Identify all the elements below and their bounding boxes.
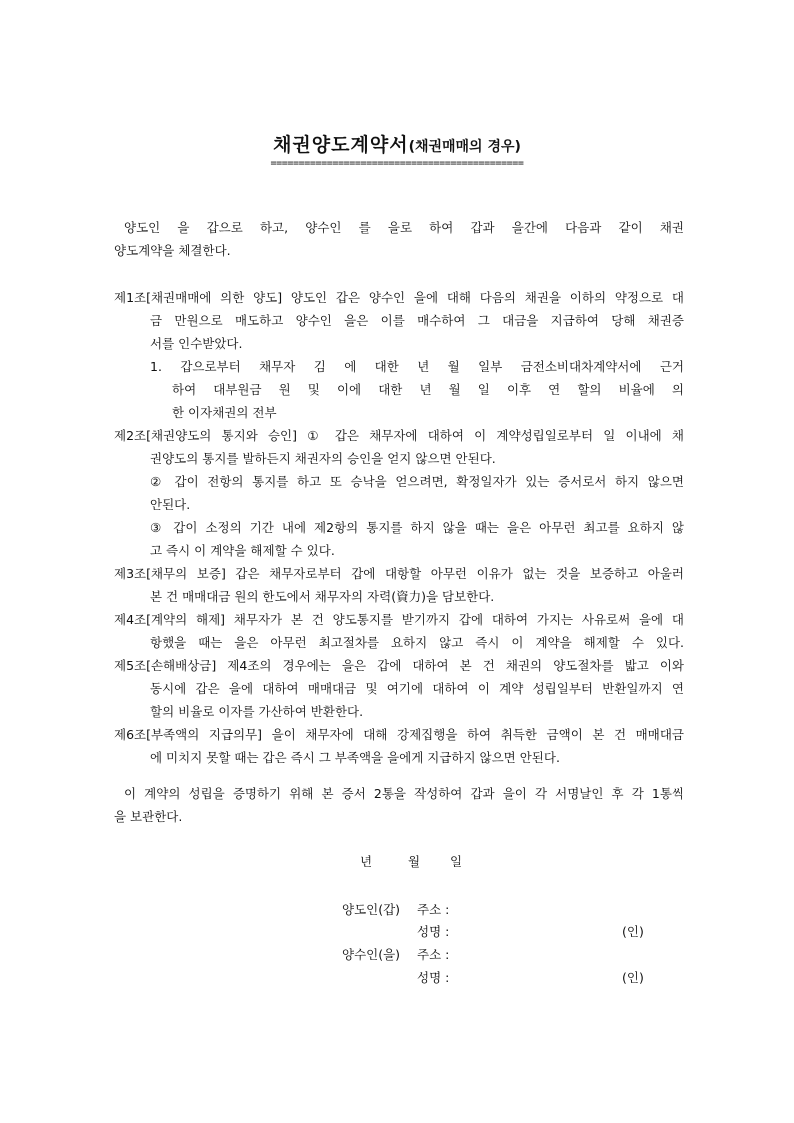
article-1-line-3: 서를 인수받았다. [150,336,243,351]
assignor-seal: (인) [622,924,644,939]
article-3-line-2: 본 건 매매대금 원의 한도에서 채무자의 자력(資力)을 담보한다. [150,589,495,604]
title-main: 채권양도계약서 [273,134,409,156]
assignor-address-label: 주소 : [417,902,450,917]
article-4-line-2: 항했을 때는 을은 아무런 최고절차를 요하지 않고 즉시 이 계약을 해제할 수 있다. [150,635,684,650]
date-year: 년 [360,854,373,869]
article-3-line-1: 제3조[채무의 보증] 갑은 채무자로부터 갑에 대항할 아무런 이유가 없는 것을 보증하고 아울러 [114,566,684,581]
intro-line-1: 양도인 을 갑으로 하고, 양수인 를 을로 하여 갑과 을간에 다음과 같이 채권 [124,220,684,235]
article-1-item-line-2: 하여 대부원금 원 및 이에 대한 년 월 일 이후 연 할의 비율에 의 [172,382,684,397]
article-1-item-line-1: 1. 갑으로부터 채무자 김 에 대한 년 월 일부 금전소비대차계약서에 근거 [150,359,684,374]
assignee-address-label: 주소 : [417,947,450,962]
article-1-line-1: 제1조[채권매매에 의한 양도] 양도인 갑은 양수인 을에 대해 다음의 채권을 이하의 약정으로 대 [114,290,684,305]
article-6-line-2: 에 미치지 못할 때는 갑은 즉시 그 부족액을 을에게 지급하지 않으면 안된다. [150,750,560,765]
intro-line-2: 양도계약을 체결한다. [114,243,231,258]
date-month: 월 [408,854,421,869]
title-underline-rule: ============================================= [270,158,524,169]
document-title [0,130,794,157]
article-1-line-2: 금 만원으로 매도하고 양수인 을은 이를 매수하여 그 대금을 지급하여 당해 채권증 [150,313,684,328]
title-subtitle: (채권매매의 경우) [408,139,521,155]
assignor-role: 양도인(갑) [342,902,401,917]
assignee-name-label: 성명 : [417,970,450,985]
assignor-name-label: 성명 : [417,924,450,939]
article-2-line-6: 고 즉시 이 계약을 해제할 수 있다. [150,543,335,558]
article-5-line-2: 동시에 갑은 을에 대하여 매매대금 및 여기에 대하여 이 계약 성립일부터 반환일까지 연 [150,681,684,696]
assignee-role: 양수인(을) [342,947,401,962]
intro-paragraph [114,216,684,262]
closing-line-1: 이 계약의 성립을 증명하기 위해 본 증서 2통을 작성하여 갑과 을이 각 서명날인 후 각 1통씩 [124,786,684,801]
date-day: 일 [450,854,463,869]
article-5-line-3: 할의 비율로 이자를 가산하여 반환한다. [150,704,364,719]
closing-line-2: 을 보관한다. [114,809,183,824]
article-5-line-1: 제5조[손해배상금] 제4조의 경우에는 을은 갑에 대하여 본 건 채권의 양도절차를 밟고 이와 [114,658,684,673]
article-1-item-line-3: 한 이자채권의 전부 [172,405,277,420]
article-2-line-1: 제2조[채권양도의 통지와 승인] ① 갑은 채무자에 대하여 이 계약성립일로부터 일 이내에 채 [114,428,684,443]
article-2-line-5: ③ 갑이 소정의 기간 내에 제2항의 통지를 하지 않을 때는 을은 아무런 최고를 요하지 않 [150,520,684,535]
assignee-seal: (인) [622,970,644,985]
article-2-line-3: ② 갑이 전항의 통지를 하고 또 승낙을 얻으려면, 확정일자가 있는 증서로서 하지 않으면 [150,474,684,489]
article-2-line-4: 안된다. [150,497,191,512]
article-6-line-1: 제6조[부족액의 지급의무] 을이 채무자에 대해 강제집행을 하여 취득한 금액이 본 건 매매대금 [114,727,684,742]
closing-paragraph [114,782,684,828]
article-2-line-2: 권양도의 통지를 발하든지 채권자의 승인을 얻지 않으면 안된다. [150,451,496,466]
articles-block [114,286,684,769]
article-4-line-1: 제4조[계약의 해제] 채무자가 본 건 양도통지를 받기까지 갑에 대하여 가지는 사유로써 을에 대 [114,612,684,627]
